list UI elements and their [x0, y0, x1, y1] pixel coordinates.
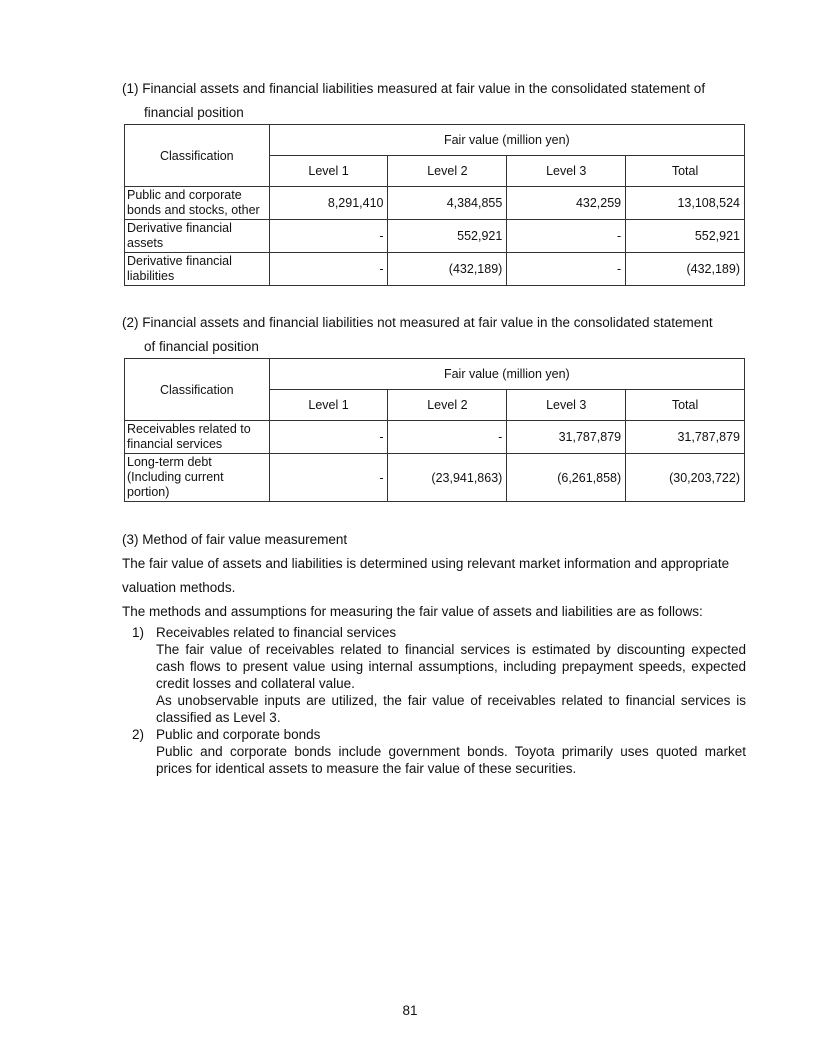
section3: [122, 528, 746, 777]
item-text: The fair value of receivables related to financial services is estimated by discounting expected cash flows to present value using internal assumptions, including prepayment speeds, expected credit losses and collateral value.: [156, 642, 746, 691]
item-number: 2): [132, 727, 145, 742]
row-total: 13,108,524: [626, 187, 745, 220]
list-item: [122, 624, 746, 726]
row-level1: -: [269, 253, 388, 286]
row-label: Derivative financial liabilities: [125, 253, 270, 286]
section2-heading: [122, 311, 713, 359]
list-item: [122, 726, 746, 777]
item-text: Public and corporate bonds include government bonds. Toyota primarily uses quoted market prices for identical assets to measure the fair value of these securities.: [156, 744, 746, 776]
item-heading: Public and corporate bonds: [156, 727, 321, 742]
row-level2: (432,189): [388, 253, 507, 286]
row-level1: -: [269, 454, 388, 502]
section3-paragraph: The fair value of assets and liabilities is determined using relevant market information and appropriate valuation methods.: [122, 556, 730, 595]
section2-title-line1: (2) Financial assets and financial liabilities not measured at fair value in the consolidated statement: [122, 315, 713, 330]
level3-header: Level 3: [507, 156, 626, 187]
row-total: (432,189): [626, 253, 745, 286]
item-number: 1): [132, 625, 145, 640]
methods-list: [122, 624, 746, 777]
row-level3: (6,261,858): [507, 454, 626, 502]
table-row: [125, 220, 745, 253]
classification-header: Classification: [125, 359, 270, 421]
total-header: Total: [626, 156, 745, 187]
section1-title-line2: financial position: [144, 105, 244, 120]
page-number: 81: [402, 1003, 418, 1018]
section3-title: (3) Method of fair value measurement: [122, 532, 348, 547]
level2-header: Level 2: [388, 390, 507, 421]
row-level1: -: [269, 220, 388, 253]
row-label: Derivative financial assets: [125, 220, 270, 253]
row-label: Public and corporate bonds and stocks, other: [125, 187, 270, 220]
row-level2: 4,384,855: [388, 187, 507, 220]
row-label: Receivables related to financial services: [125, 421, 270, 454]
section1-title-line1: (1) Financial assets and financial liabilities measured at fair value in the consolidated statement of: [122, 81, 706, 96]
classification-header: Classification: [125, 125, 270, 187]
row-level2: 552,921: [388, 220, 507, 253]
row-level2: -: [388, 421, 507, 454]
total-header: Total: [626, 390, 745, 421]
table-row: [125, 454, 745, 502]
table-row: [125, 187, 745, 220]
section2-title-line2: of financial position: [144, 339, 259, 354]
item-heading: Receivables related to financial services: [156, 625, 397, 640]
item-text: As unobservable inputs are utilized, the fair value of receivables related to financial services is classified as Level 3.: [156, 693, 746, 725]
section1-heading: [122, 77, 705, 125]
row-level1: 8,291,410: [269, 187, 388, 220]
row-label: Long-term debt (Including current portion): [125, 454, 270, 502]
row-level3: -: [507, 253, 626, 286]
section3-paragraph: The methods and assumptions for measuring the fair value of assets and liabilities are as follows:: [122, 604, 703, 619]
row-total: 31,787,879: [626, 421, 745, 454]
fair-value-header: Fair value (million yen): [269, 359, 744, 390]
table-not-measured-at-fair-value: [124, 358, 745, 502]
table-measured-at-fair-value: [124, 124, 745, 286]
fair-value-header: Fair value (million yen): [269, 125, 744, 156]
row-level2: (23,941,863): [388, 454, 507, 502]
level3-header: Level 3: [507, 390, 626, 421]
level1-header: Level 1: [269, 156, 388, 187]
row-level3: -: [507, 220, 626, 253]
table-row: [125, 253, 745, 286]
table-row: [125, 421, 745, 454]
level2-header: Level 2: [388, 156, 507, 187]
row-level3: 31,787,879: [507, 421, 626, 454]
row-level1: -: [269, 421, 388, 454]
level1-header: Level 1: [269, 390, 388, 421]
row-total: (30,203,722): [626, 454, 745, 502]
row-level3: 432,259: [507, 187, 626, 220]
row-total: 552,921: [626, 220, 745, 253]
